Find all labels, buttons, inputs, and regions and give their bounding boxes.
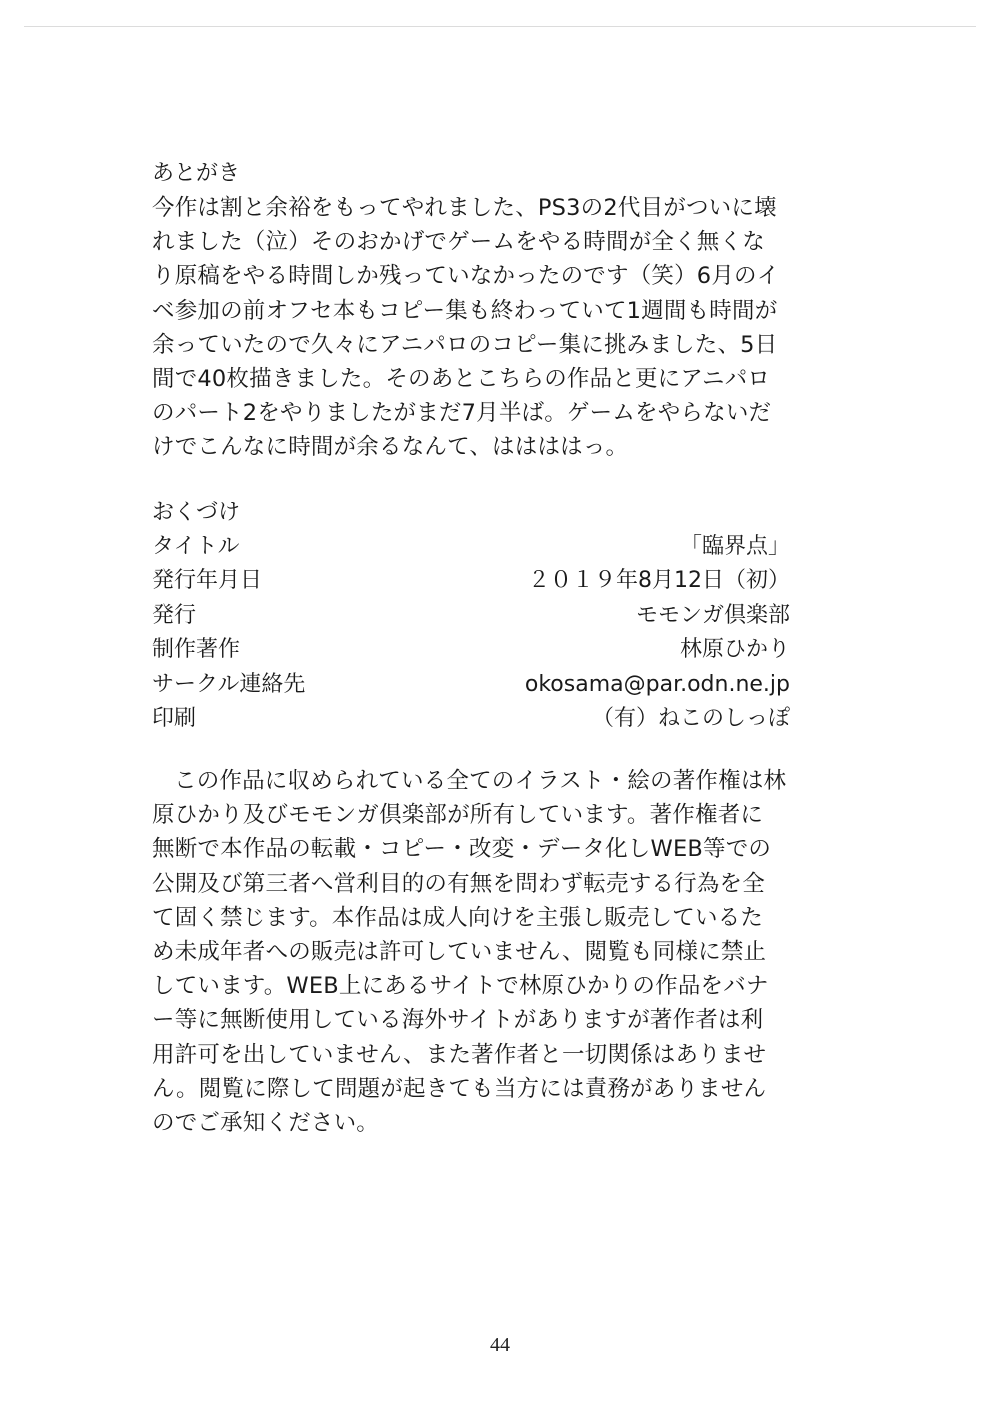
notice-line: 無断で本作品の転載・コピー・改変・データ化しWEB等での xyxy=(152,836,772,863)
afterword-heading: あとがき xyxy=(152,161,241,186)
colophon-row-publisher xyxy=(152,599,842,633)
colophon-value: モモンガ倶楽部 xyxy=(635,602,790,628)
afterword-section xyxy=(152,157,842,465)
afterword-line: のパート2をやりましたがまだ7月半ば。ゲームをやらないだ xyxy=(152,400,772,427)
page-number: 44 xyxy=(490,1334,510,1356)
colophon-label: 発行 xyxy=(152,602,197,628)
colophon-row-printer xyxy=(152,702,842,736)
afterword-line: り原稿をやる時間しか残っていなかったのです（笑）6月のイ xyxy=(152,263,780,290)
colophon-value: ２０１９年8月12日（初） xyxy=(528,568,790,594)
notice-line: ん。閲覧に際して問題が起きても当方には責務がありません xyxy=(152,1075,767,1102)
colophon-heading: おくづけ xyxy=(152,500,241,525)
colophon-label: 印刷 xyxy=(152,705,197,731)
colophon-section xyxy=(152,496,842,736)
colophon-label: 制作著作 xyxy=(152,637,241,663)
notice-line: しています。WEB上にあるサイトで林原ひかりの作品をバナ xyxy=(152,973,769,1000)
afterword-line: 間で40枚描きました。そのあとこちらの作品と更にアニパロ xyxy=(152,366,771,393)
copyright-notice-section xyxy=(152,764,842,1140)
colophon-value: （有）ねこのしっぽ xyxy=(591,705,790,731)
notice-line: この作品に収められている全てのイラスト・絵の著作権は林 xyxy=(174,768,787,794)
colophon-contact-email: okosama@par.odn.ne.jp xyxy=(524,671,790,697)
notice-line: 公開及び第三者へ営利目的の有無を問わず転売する行為を全 xyxy=(152,870,765,897)
colophon-row-title xyxy=(152,530,842,564)
colophon-label: 発行年月日 xyxy=(152,568,263,594)
top-rule xyxy=(24,26,976,27)
afterword-line: ベ参加の前オフセ本もコピー集も終わっていて1週間も時間が xyxy=(152,297,778,324)
afterword-line: 余っていたので久々にアニパロのコピー集に挑みました、5日 xyxy=(152,331,778,358)
notice-line: のでご承知ください。 xyxy=(152,1110,380,1137)
afterword-line: れました（泣）そのおかげでゲームをやる時間が全く無くな xyxy=(152,229,765,256)
colophon-label: サークル連絡先 xyxy=(152,671,306,697)
colophon-row-author xyxy=(152,633,842,667)
notice-line: て固く禁じます。本作品は成人向けを主張し販売しているた xyxy=(152,904,764,931)
afterword-line: けでこんなに時間が余るなんて、ははははっ。 xyxy=(152,434,629,461)
colophon-value: 「臨界点」 xyxy=(679,534,790,559)
notice-line: め未成年者への販売は許可していません、閲覧も同様に禁止 xyxy=(152,939,767,966)
notice-line: ー等に無断使用している海外サイトがありますが著作者は利 xyxy=(152,1007,764,1034)
afterword-line: 今作は割と余裕をもってやれました、PS3の2代目がついに壊 xyxy=(152,195,777,221)
colophon-label: タイトル xyxy=(152,534,240,559)
notice-line: 用許可を出していません、また著作者と一切関係はありませ xyxy=(152,1041,767,1068)
colophon-row-contact xyxy=(152,668,842,702)
notice-line: 原ひかり及びモモンガ倶楽部が所有しています。著作権者に xyxy=(152,802,764,829)
colophon-value: 林原ひかり xyxy=(679,637,790,663)
colophon-row-date xyxy=(152,564,842,598)
